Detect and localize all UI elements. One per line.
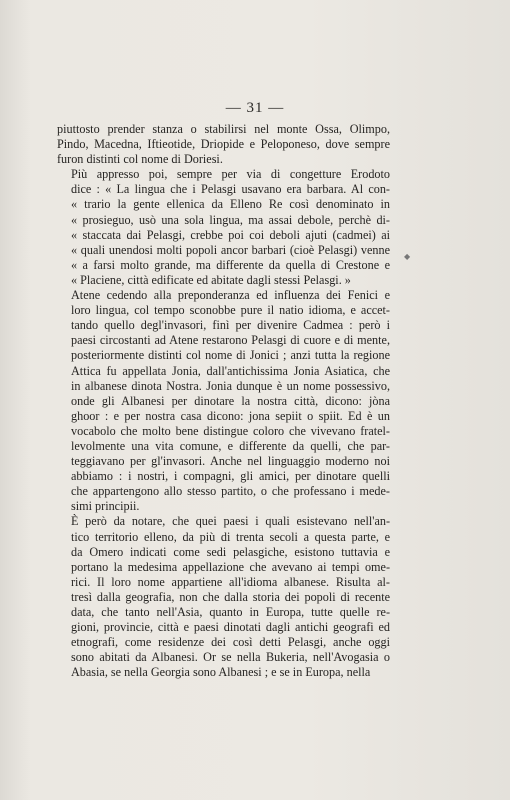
text-line: tando quello degl'invasori, finì per divenire Cadmea : però i: [71, 318, 390, 333]
text-line: paesi circostanti ad Atene restarono Pelasgi di cuore e di mente,: [71, 333, 390, 348]
text-line: tico territorio elleno, da più di trenta secoli a questa parte, e: [71, 529, 390, 544]
text-line: dice : « La lingua che i Pelasgi usavano era barbara. Al con-: [71, 182, 390, 197]
text-line: loro lingua, col tempo sconobbe pure il natio idioma, e accet-: [71, 303, 390, 318]
text-line: tresì dalla geografia, non che dalla storia dei popoli di recente: [71, 589, 390, 604]
text-line: etnografi, come residenze dei così detti Pelasgi, anche oggi: [71, 635, 390, 650]
speck-mark: ◆: [404, 252, 411, 261]
text-line: vocabolo che molto bene distingue coloro che vivevano fratel-: [71, 423, 390, 438]
paragraph: [57, 122, 390, 167]
text-line: « prosieguo, usò una sola lingua, ma assai debole, perchè di-: [71, 212, 390, 227]
text-line: gioni, provincie, città e paesi dinotati dagli antichi geografi ed: [71, 620, 390, 635]
text-line: « staccata dai Pelasgi, crebbe poi coi deboli ajuti (cadmei) ai: [71, 227, 390, 242]
text-line: Abasia, se nella Georgia sono Albanesi ; e se in Europa, nella: [71, 665, 371, 680]
text-line: « a farsi molto grande, ma differente da quella di Crestone e: [71, 257, 390, 272]
text-line: Atene cedendo alla preponderanza ed influenza dei Fenici e: [71, 288, 390, 303]
text-line: ghoor : e per nostra casa dicono: jona sepiit o spiit. Ed è un: [71, 408, 390, 423]
body-text: [57, 122, 390, 680]
text-line: levolmente una vita comune, e differente da quelli, che par-: [71, 438, 390, 453]
text-line: onde gli Albanesi per dinotare la nostra città, dicono: jòna: [71, 393, 390, 408]
text-line: « trario la gente ellenica da Elleno Re così denominato in: [71, 197, 390, 212]
text-line: da Omero indicati come sedi pelasgiche, esistono tuttavia e: [71, 544, 390, 559]
paragraph: [57, 167, 390, 288]
text-line: rici. Il loro nome appartiene all'idioma albanese. Risulta al-: [71, 574, 390, 589]
text-line: « quali unendosi molti popoli ancor barbari (cioè Pelasgi) venne: [71, 242, 390, 257]
text-line: È però da notare, che quei paesi i quali esistevano nell'an-: [71, 514, 390, 529]
text-line: portano la medesima appellazione che avevano ai tempi ome-: [71, 559, 390, 574]
text-line: posteriormente distinti col nome di Jonici ; anzi tutta la regione: [71, 348, 390, 363]
paragraph: [57, 288, 390, 514]
text-line: « Placiene, città edificate ed abitate dagli stessi Pelasgi. »: [71, 272, 351, 287]
text-line: piuttosto prender stanza o stabilirsi nel monte Ossa, Olimpo,: [57, 122, 390, 136]
text-line: che appartengono allo stesso partito, o che professano i mede-: [71, 484, 390, 499]
text-line: Pindo, Macedna, Iftieotide, Driopide e Peloponeso, dove sempre: [57, 137, 390, 152]
text-line: sono abitati da Albanesi. Or se nella Bukeria, nell'Avogasia o: [71, 650, 390, 665]
text-line: data, che tanto nell'Asia, quanto in Europa, tutte quelle re-: [71, 605, 390, 619]
text-line: simi principii.: [71, 499, 140, 514]
paragraph: [57, 514, 390, 680]
text-line: Attica fu appellata Jonia, dall'antichissima Jonia Asiatica, che: [71, 363, 390, 378]
text-line: abbiamo : i nostri, i compagni, gli amici, per dinotare quelli: [71, 469, 390, 484]
text-line: furon distinti col nome di Doriesi.: [57, 152, 223, 167]
page-number: — 31 —: [225, 100, 285, 116]
text-line: Più appresso poi, sempre per via di congetture Erodoto: [71, 167, 390, 182]
text-line: in albanese dinota Nostra. Jonia dunque è un nome possessivo,: [71, 378, 390, 393]
text-line: teggiavano per gl'invasori. Anche nel linguaggio moderno noi: [71, 454, 390, 469]
